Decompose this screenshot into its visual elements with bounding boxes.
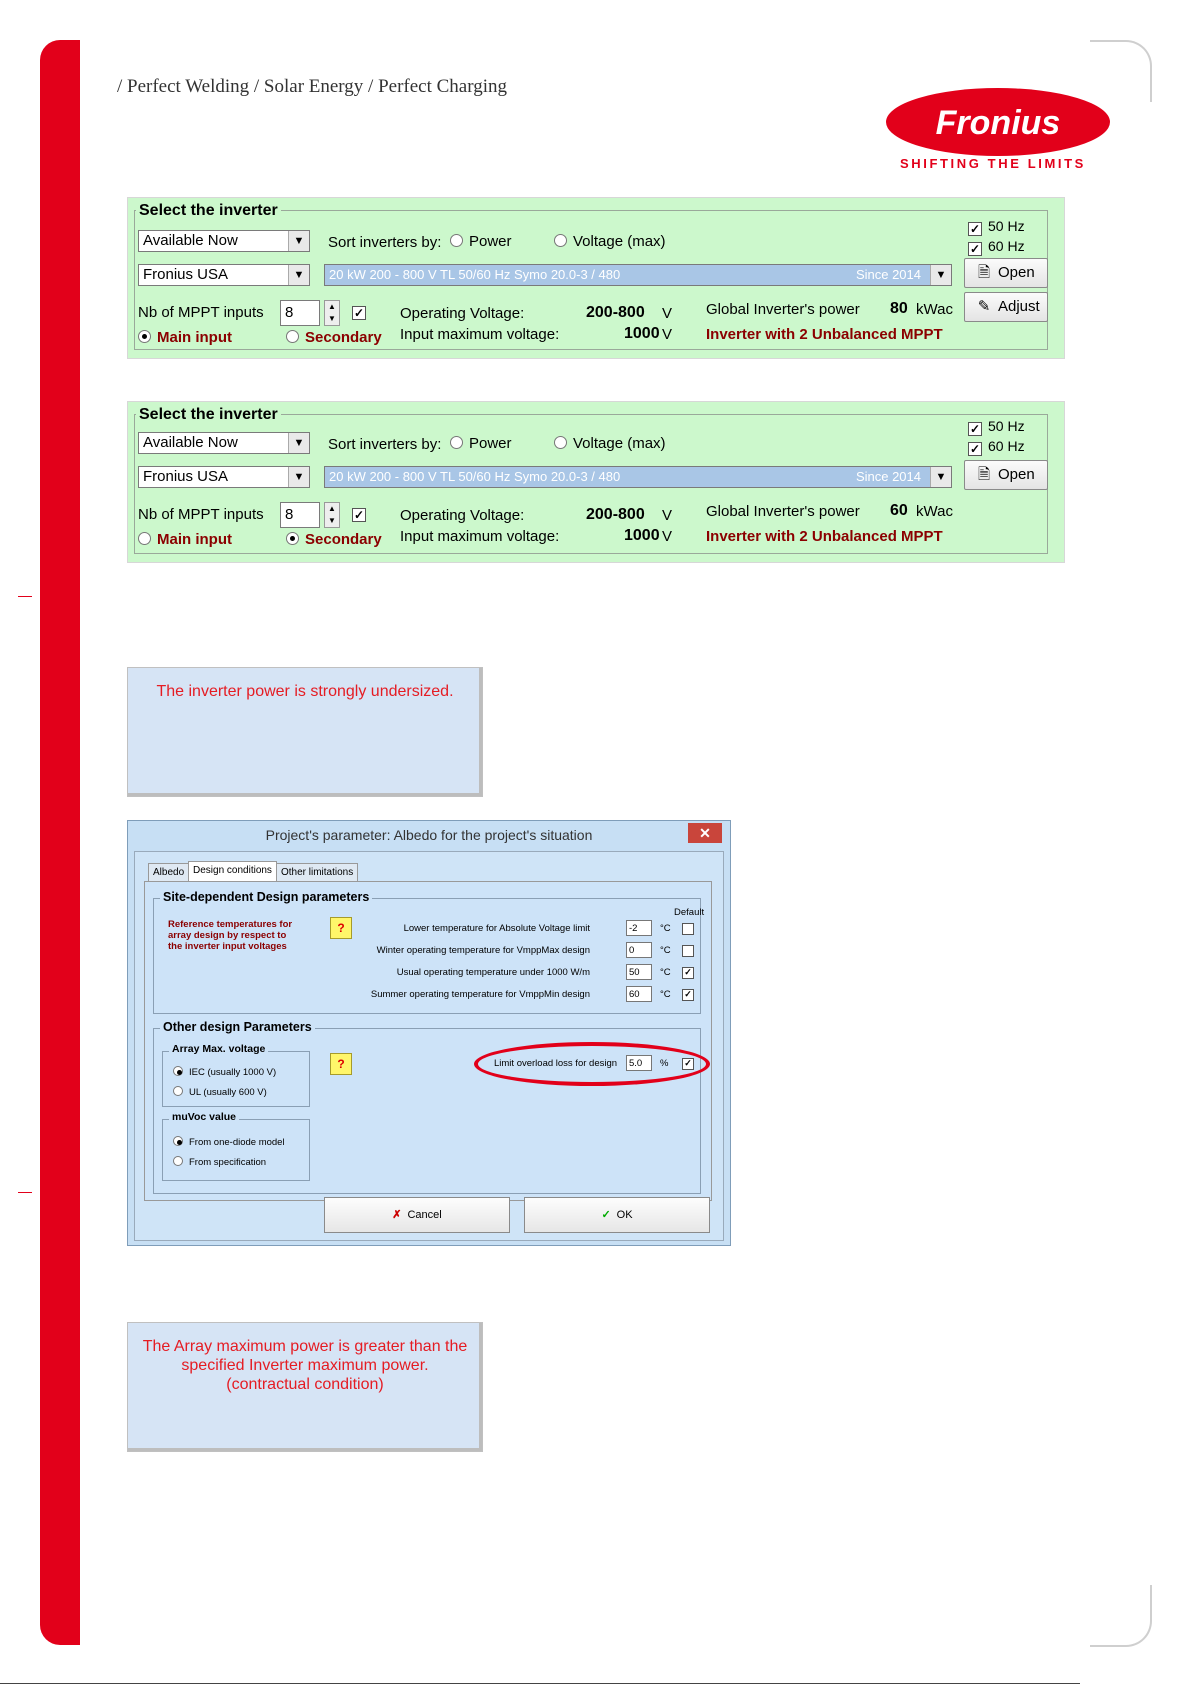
help-button[interactable]: ? [330, 1053, 352, 1075]
op-voltage-label: Operating Voltage: [400, 507, 525, 524]
row-usual-temp-input[interactable]: 50 [626, 964, 652, 980]
other-group-title: Other design Parameters [160, 1020, 315, 1034]
secondary-label: Secondary [305, 329, 382, 346]
mppt-checkbox[interactable] [352, 504, 372, 522]
overload-label: Limit overload loss for design [494, 1058, 618, 1069]
cancel-button[interactable] [324, 1197, 510, 1233]
hz60-label: 60 Hz [988, 238, 1025, 254]
mppt-note: Inverter with 2 Unbalanced MPPT [706, 528, 943, 545]
sort-power-radio[interactable] [450, 435, 512, 452]
pencil-icon: ✎ [977, 298, 991, 315]
panel-title: Select the inverter [136, 406, 281, 424]
mppt-checkbox[interactable] [352, 302, 372, 320]
row-lower-temp-label: Lower temperature for Absolute Voltage limit [403, 923, 590, 934]
row-summer-temp-unit: °C [660, 989, 671, 1000]
hz60-checkbox[interactable] [968, 438, 1025, 456]
site-design-group [153, 890, 705, 1014]
muvoc-group-title: muVoc value [169, 1111, 239, 1123]
sort-power-label: Power [469, 435, 512, 452]
global-power-label: Global Inverter's power [706, 503, 860, 520]
hz50-label: 50 Hz [988, 418, 1025, 434]
mppt-spinner[interactable]: ▲ ▼ [324, 502, 340, 528]
radio-icon[interactable] [138, 330, 151, 343]
adjust-label: Adjust [998, 298, 1040, 315]
radio-icon[interactable] [450, 436, 463, 449]
row-summer-temp-label: Summer operating temperature for VmppMin design [370, 989, 590, 1000]
row-summer-temp-default[interactable]: ✓ [682, 989, 694, 1001]
sort-label: Sort inverters by: [328, 234, 442, 251]
tab-design-conditions[interactable]: Design conditions [188, 861, 277, 882]
checkmark-icon: ✓ [601, 1209, 611, 1221]
adjust-button[interactable] [964, 292, 1048, 322]
bottom-rule [0, 1683, 1080, 1684]
site-group-title: Site-dependent Design parameters [160, 890, 372, 904]
check-icon[interactable]: ✓ [969, 222, 981, 236]
array-power-warning-line3: (contractual condition) [226, 1376, 384, 1393]
op-voltage-value: 200-800 [586, 304, 645, 321]
radio-icon[interactable] [173, 1066, 183, 1076]
main-input-label: Main input [157, 531, 232, 548]
tab-albedo[interactable]: Albedo [148, 863, 189, 882]
check-icon[interactable]: ✓ [353, 306, 365, 320]
array-power-warning-box [127, 1322, 483, 1452]
inverter-selection-panel-2 [127, 401, 1065, 563]
open-button[interactable] [964, 258, 1048, 288]
chevron-down-icon[interactable]: ▼ [288, 467, 309, 487]
mppt-value: 8 [285, 506, 294, 523]
highlight-ellipse [474, 1042, 710, 1086]
availability-select[interactable] [138, 432, 310, 454]
document-icon: 🗎 [977, 264, 991, 281]
global-power-unit: kWac [916, 301, 953, 318]
chevron-down-icon[interactable]: ▼ [930, 265, 951, 285]
document-icon: 🗎 [977, 466, 991, 483]
diode-label: From one-diode model [189, 1137, 285, 1148]
availability-value: Available Now [143, 434, 238, 451]
max-voltage-value: 1000 [624, 325, 660, 342]
secondary-label: Secondary [305, 531, 382, 548]
sort-power-radio[interactable] [450, 233, 512, 250]
op-voltage-unit: V [662, 305, 673, 322]
max-voltage-label: Input maximum voltage: [400, 528, 560, 545]
max-voltage-label: Input maximum voltage: [400, 326, 560, 343]
panel-title: Select the inverter [136, 202, 281, 220]
model-since: Since 2014 [855, 267, 921, 282]
check-icon[interactable]: ✓ [969, 242, 981, 256]
row-usual-temp-default[interactable]: ✓ [682, 967, 694, 979]
manufacturer-value: Fronius USA [143, 266, 229, 283]
array-group-title: Array Max. voltage [169, 1043, 268, 1055]
sort-voltage-radio[interactable] [554, 435, 666, 452]
tab-other-limitations[interactable]: Other limitations [276, 863, 358, 882]
undersized-warning-box [127, 667, 483, 797]
max-voltage-unit: V [662, 326, 673, 343]
hz50-label: 50 Hz [988, 218, 1025, 234]
global-power-value: 60 [890, 502, 908, 519]
main-input-radio[interactable] [138, 329, 232, 346]
max-voltage-value: 1000 [624, 527, 660, 544]
global-power-label: Global Inverter's power [706, 301, 860, 318]
check-icon[interactable]: ✓ [969, 422, 981, 436]
array-max-voltage-group [162, 1043, 310, 1107]
dialog-title: Project's parameter: Albedo for the project's situation [265, 827, 593, 843]
row-summer-temp-input[interactable]: 60 [626, 986, 652, 1002]
fold-mark-bottom [18, 1192, 32, 1193]
ul-label: UL (usually 600 V) [189, 1087, 267, 1098]
hz60-label: 60 Hz [988, 438, 1025, 454]
sort-voltage-radio[interactable] [554, 233, 666, 250]
row-winter-temp-default[interactable] [682, 945, 694, 957]
reference-note: Reference temperatures for array design by respect to the inverter input voltages [168, 919, 293, 952]
radio-icon[interactable] [554, 234, 567, 247]
row-lower-temp-unit: °C [660, 923, 671, 934]
mppt-input[interactable] [280, 300, 320, 326]
mppt-note: Inverter with 2 Unbalanced MPPT [706, 326, 943, 343]
availability-value: Available Now [143, 232, 238, 249]
ul-radio[interactable] [173, 1086, 267, 1098]
radio-icon[interactable] [138, 532, 151, 545]
corner-mark-bottom-right [1090, 1585, 1152, 1647]
main-input-radio[interactable] [138, 531, 232, 548]
chevron-down-icon[interactable]: ▼ [288, 231, 309, 251]
max-voltage-unit: V [662, 528, 673, 545]
row-winter-temp-label: Winter operating temperature for VmppMax design [376, 945, 590, 956]
overload-input[interactable]: 5.0 [626, 1055, 652, 1071]
hz50-checkbox[interactable] [968, 418, 1025, 436]
global-power-value: 80 [890, 300, 908, 317]
ok-label: OK [616, 1209, 633, 1221]
op-voltage-unit: V [662, 507, 673, 524]
sort-label: Sort inverters by: [328, 436, 442, 453]
mppt-input[interactable] [280, 502, 320, 528]
op-voltage-label: Operating Voltage: [400, 305, 525, 322]
sort-power-label: Power [469, 233, 512, 250]
close-icon[interactable]: ✕ [688, 823, 722, 843]
chevron-down-icon[interactable]: ▼ [930, 467, 951, 487]
model-value: 20 kW 200 - 800 V TL 50/60 Hz Symo 20.0-3 / 480 [329, 267, 621, 282]
array-power-warning-line2: specified Inverter maximum power. [181, 1357, 429, 1374]
open-label: Open [998, 264, 1035, 281]
row-usual-temp-unit: °C [660, 967, 671, 978]
secondary-radio[interactable] [286, 329, 382, 346]
cross-icon: ✗ [392, 1209, 402, 1221]
spec-radio[interactable] [173, 1156, 266, 1168]
hz50-checkbox[interactable] [968, 218, 1025, 236]
secondary-radio[interactable] [286, 531, 382, 548]
fronius-logo [884, 86, 1112, 158]
model-value: 20 kW 200 - 800 V TL 50/60 Hz Symo 20.0-3 / 480 [329, 469, 621, 484]
main-input-label: Main input [157, 329, 232, 346]
mppt-value: 8 [285, 304, 294, 321]
chevron-down-icon[interactable]: ▼ [288, 433, 309, 453]
mppt-spinner[interactable]: ▲ ▼ [324, 300, 340, 326]
ok-button[interactable] [524, 1197, 710, 1233]
availability-select[interactable] [138, 230, 310, 252]
spec-label: From specification [189, 1157, 267, 1168]
radio-icon[interactable] [173, 1156, 183, 1166]
row-winter-temp-unit: °C [660, 945, 671, 956]
fold-mark-top [18, 596, 32, 597]
row-lower-temp-default[interactable] [682, 923, 694, 935]
logo-wordmark: Fronius [935, 104, 1061, 142]
array-power-warning-line1: The Array maximum power is greater than the [142, 1338, 468, 1355]
overload-unit: % [660, 1058, 669, 1069]
iec-label: IEC (usually 1000 V) [189, 1067, 277, 1078]
diode-radio[interactable] [173, 1136, 285, 1148]
project-parameter-dialog [127, 820, 731, 1246]
sort-voltage-label: Voltage (max) [573, 233, 666, 250]
op-voltage-value: 200-800 [586, 506, 645, 523]
radio-icon[interactable] [554, 436, 567, 449]
row-winter-temp-input[interactable]: 0 [626, 942, 652, 958]
check-icon[interactable]: ✓ [969, 442, 981, 456]
open-button[interactable] [964, 460, 1048, 490]
sort-voltage-label: Voltage (max) [573, 435, 666, 452]
inverter-selection-panel-1 [127, 197, 1065, 359]
logo-subtitle: SHIFTING THE LIMITS [900, 156, 1086, 171]
row-lower-temp-input[interactable]: -2 [626, 920, 652, 936]
overload-default[interactable]: ✓ [682, 1058, 694, 1070]
model-select[interactable] [324, 264, 952, 286]
radio-icon[interactable] [173, 1136, 183, 1146]
tagline: / Perfect Welding / Solar Energy / Perfect Charging [117, 76, 507, 97]
radio-icon[interactable] [450, 234, 463, 247]
global-power-unit: kWac [916, 503, 953, 520]
open-label: Open [998, 466, 1035, 483]
model-since: Since 2014 [855, 469, 921, 484]
row-usual-temp-label: Usual operating temperature under 1000 W/m [396, 967, 590, 978]
radio-icon[interactable] [286, 532, 299, 545]
radio-icon[interactable] [286, 330, 299, 343]
iec-radio[interactable] [173, 1066, 276, 1078]
check-icon[interactable]: ✓ [353, 508, 365, 522]
default-label: Default [674, 907, 705, 918]
tab-content [144, 881, 712, 1201]
radio-icon[interactable] [173, 1086, 183, 1096]
model-select[interactable] [324, 466, 952, 488]
mppt-label: Nb of MPPT inputs [138, 304, 264, 321]
brand-side-bar [40, 40, 80, 1645]
undersized-warning-text: The inverter power is strongly undersized. [156, 683, 454, 700]
cancel-label: Cancel [407, 1209, 442, 1221]
chevron-down-icon[interactable]: ▼ [288, 265, 309, 285]
muvoc-group [162, 1111, 310, 1181]
mppt-label: Nb of MPPT inputs [138, 506, 264, 523]
manufacturer-select[interactable] [138, 264, 310, 286]
manufacturer-value: Fronius USA [143, 468, 229, 485]
hz60-checkbox[interactable] [968, 238, 1025, 256]
manufacturer-select[interactable] [138, 466, 310, 488]
help-button[interactable]: ? [330, 917, 352, 939]
